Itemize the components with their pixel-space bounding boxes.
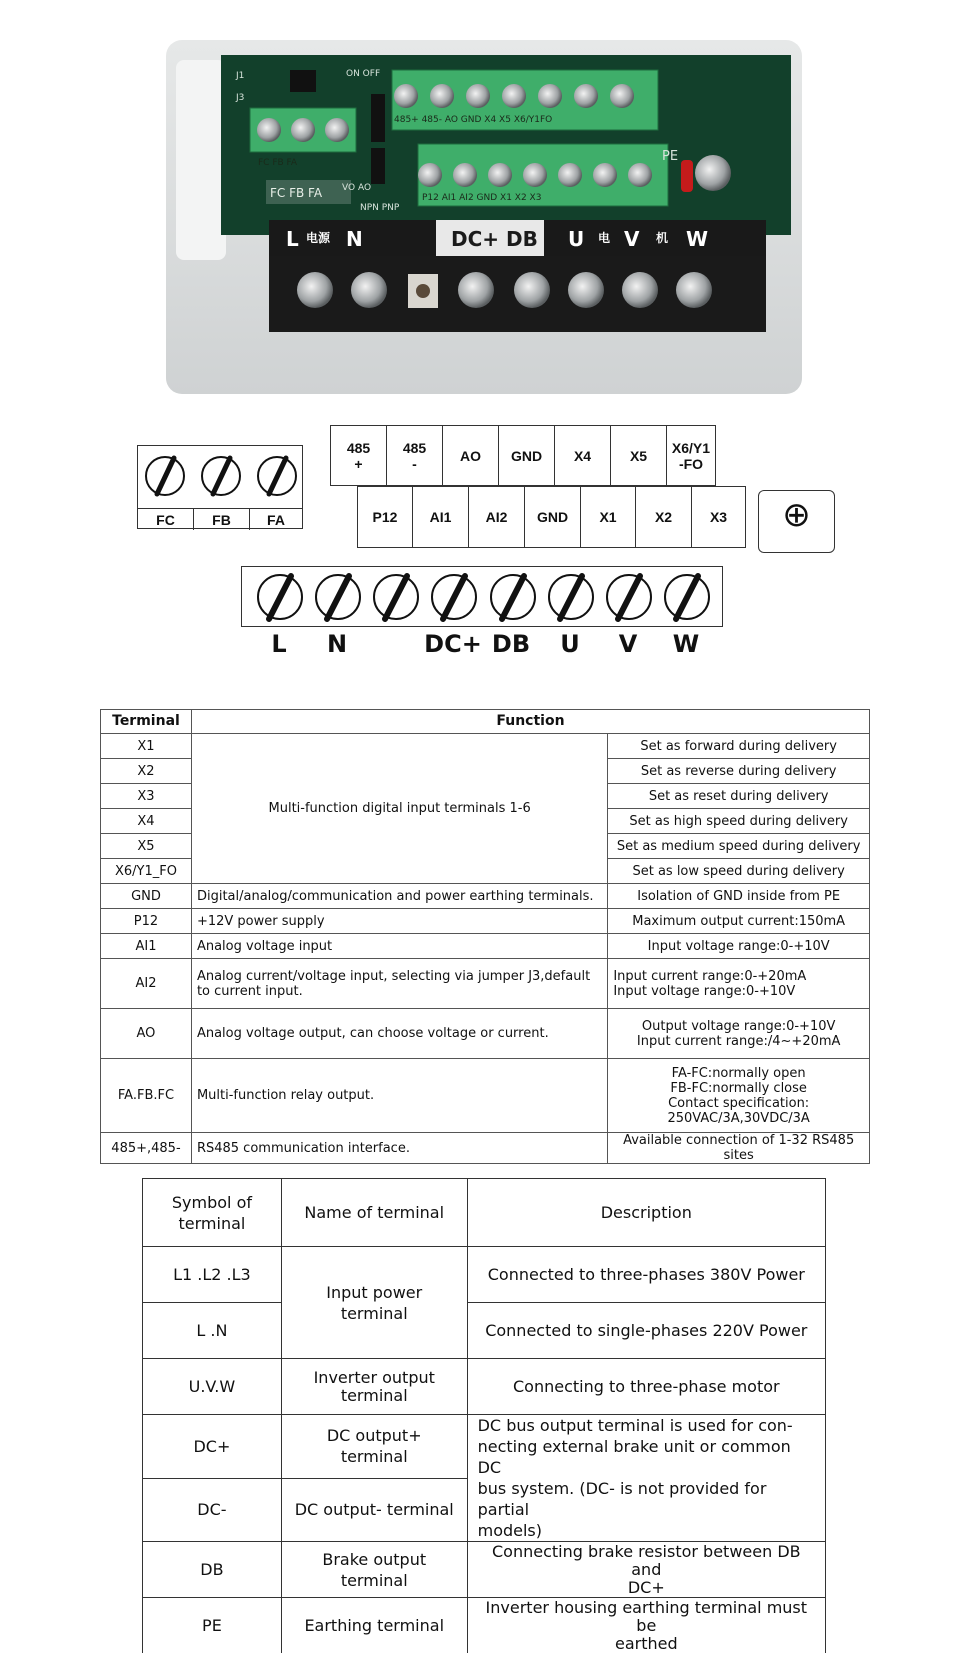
svg-text:J3: J3 xyxy=(236,93,245,103)
svg-text:FC FB FA: FC FB FA xyxy=(258,158,298,168)
power-label-v: V xyxy=(618,630,638,658)
table-row xyxy=(101,884,870,909)
power-label-w: W xyxy=(672,630,700,658)
svg-text:ON OFF: ON OFF xyxy=(346,69,381,79)
symbol-cell: L .N xyxy=(143,1303,282,1359)
description-cell: Connecting to three-phase motor xyxy=(467,1359,825,1415)
power-screws xyxy=(242,567,722,627)
svg-text:485+ 485- AO GND X4 X5 X: 485+ 485- AO GND X4 X5 X6/Y1FO xyxy=(394,115,553,125)
svg-text:V: V xyxy=(624,227,640,251)
symbol-cell: DC- xyxy=(143,1478,282,1542)
table-header-row xyxy=(143,1179,826,1247)
power-terminal-table xyxy=(142,1178,826,1653)
table-row xyxy=(143,1303,826,1359)
terminal-x5: X5 xyxy=(611,426,667,485)
header-name: Name of terminal xyxy=(281,1179,467,1247)
note-cell: Set as high speed during delivery xyxy=(608,809,870,834)
relay-label-fb: FB xyxy=(194,509,250,530)
note-cell: Set as medium speed during delivery xyxy=(608,834,870,859)
relay-terminal-block xyxy=(137,445,303,529)
table-row xyxy=(101,734,870,759)
name-cell: Inverter output terminal xyxy=(281,1359,467,1415)
signal-top-row xyxy=(330,425,716,486)
svg-text:W: W xyxy=(686,227,709,251)
description-cell: Connecting brake resistor between DB and DC+ xyxy=(467,1542,825,1598)
terminal-ai2: AI2 xyxy=(469,487,525,547)
terminal-ai1: AI1 xyxy=(413,487,469,547)
name-cell: Earthing terminal xyxy=(281,1598,467,1653)
terminal-cell: AI1 xyxy=(101,934,192,959)
note-cell: Input current range:0-+20mA Input voltage range:0-+10V xyxy=(608,959,870,1009)
table-row xyxy=(101,1133,870,1164)
header-terminal: Terminal xyxy=(101,710,192,734)
svg-text:机: 机 xyxy=(656,231,669,245)
table-row xyxy=(143,1359,826,1415)
note-cell: FA-FC:normally open FB-FC:normally close Contact specification: 250VAC/3A,30VDC/3A xyxy=(608,1059,870,1133)
terminal-x4: X4 xyxy=(555,426,611,485)
note-cell: Set as reset during delivery xyxy=(608,784,870,809)
terminal-cell: 485+,485- xyxy=(101,1133,192,1164)
relay-label-row xyxy=(138,508,302,529)
terminal-x6-y1-fo: X6/Y1 -FO xyxy=(671,439,711,472)
terminal-x1: X1 xyxy=(581,487,636,547)
symbol-cell: DB xyxy=(143,1542,282,1598)
header-description: Description xyxy=(467,1179,825,1247)
svg-text:DC+ DB: DC+ DB xyxy=(451,227,538,251)
power-terminal-block xyxy=(241,566,723,627)
signal-bottom-row xyxy=(357,486,746,548)
note-cell: Maximum output current:150mA xyxy=(608,909,870,934)
pe-terminal-box xyxy=(758,490,835,553)
table-row xyxy=(143,1542,826,1598)
name-cell: Input power terminal xyxy=(281,1247,467,1359)
description-cell: Connected to three-phases 380V Power xyxy=(467,1247,825,1303)
table-row xyxy=(101,909,870,934)
terminal-cell: X2 xyxy=(101,759,192,784)
svg-text:NPN PNP: NPN PNP xyxy=(360,203,400,213)
power-label-u: U xyxy=(560,630,580,658)
symbol-cell: PE xyxy=(143,1598,282,1653)
note-cell: Output voltage range:0-+10V Input current range:/4~+20mA xyxy=(608,1009,870,1059)
description-cell: DC bus output terminal is used for con- necting external brake unit or common DC bus system. (DC- is not provided for partial models) xyxy=(467,1415,825,1542)
terminal-gnd-bottom: GND xyxy=(525,487,581,547)
terminal-cell: FA.FB.FC xyxy=(101,1059,192,1133)
terminal-cell: GND xyxy=(101,884,192,909)
relay-label-fc: FC xyxy=(138,509,194,530)
table-row xyxy=(101,1059,870,1133)
function-cell: RS485 communication interface. xyxy=(191,1133,607,1164)
table-row xyxy=(101,1009,870,1059)
name-cell: DC output- terminal xyxy=(281,1478,467,1542)
svg-text:电源: 电源 xyxy=(306,231,331,245)
function-cell: Analog voltage output, can choose voltage or current. xyxy=(191,1009,607,1059)
terminal-ao: AO xyxy=(443,426,499,485)
svg-text:N: N xyxy=(346,227,363,251)
relay-screws xyxy=(138,446,304,506)
relay-label-fa: FA xyxy=(267,511,285,528)
terminal-cell: AO xyxy=(101,1009,192,1059)
table-row xyxy=(101,934,870,959)
note-cell: Set as reverse during delivery xyxy=(608,759,870,784)
table-header-row xyxy=(101,710,870,734)
terminal-cell: X4 xyxy=(101,809,192,834)
terminal-cell: AI2 xyxy=(101,959,192,1009)
header-function: Function xyxy=(191,710,869,734)
power-label-l: L xyxy=(271,630,287,658)
note-cell: Isolation of GND inside from PE xyxy=(608,884,870,909)
power-label-n: N xyxy=(326,630,348,658)
svg-text:P12 AI1 AI2 GND X1 X2: P12 AI1 AI2 GND X1 X2 X3 xyxy=(422,193,542,203)
terminal-cell: X3 xyxy=(101,784,192,809)
note-cell: Set as low speed during delivery xyxy=(608,859,870,884)
name-cell: Brake output terminal xyxy=(281,1542,467,1598)
svg-text:VO AO: VO AO xyxy=(342,183,372,193)
header-symbol: Symbol of terminal xyxy=(143,1179,282,1247)
symbol-cell: U.V.W xyxy=(143,1359,282,1415)
svg-text:FC FB FA: FC FB FA xyxy=(270,186,323,200)
relay-screws-photo xyxy=(257,118,349,142)
terminal-x2: X2 xyxy=(636,487,692,547)
name-cell: DC output+ terminal xyxy=(281,1415,467,1479)
note-cell: Set as forward during delivery xyxy=(608,734,870,759)
inverter-terminal-photo xyxy=(166,40,802,394)
note-cell: Input voltage range:0-+10V xyxy=(608,934,870,959)
terminal-485-minus: 485 - xyxy=(387,426,443,485)
function-cell: +12V power supply xyxy=(191,909,607,934)
power-label-dc-plus: DC+ xyxy=(424,630,482,658)
note-cell: Available connection of 1-32 RS485 sites xyxy=(608,1133,870,1164)
svg-text:电: 电 xyxy=(598,231,611,245)
function-cell: Multi-function relay output. xyxy=(191,1059,607,1133)
svg-text:PE: PE xyxy=(662,149,679,164)
table-row xyxy=(143,1247,826,1303)
terminal-cell: P12 xyxy=(101,909,192,934)
terminal-485-plus: 485 + xyxy=(331,426,387,485)
symbol-cell: L1 .L2 .L3 xyxy=(143,1247,282,1303)
description-cell: Connected to single-phases 220V Power xyxy=(467,1303,825,1359)
svg-text:J1: J1 xyxy=(236,71,245,81)
table-row xyxy=(143,1598,826,1653)
table-row xyxy=(143,1415,826,1479)
function-cell: Analog current/voltage input, selecting via jumper J3,default to current input. xyxy=(191,959,607,1009)
function-cell: Analog voltage input xyxy=(191,934,607,959)
symbol-cell: DC+ xyxy=(143,1415,282,1479)
terminal-p12: P12 xyxy=(358,487,413,547)
function-cell: Digital/analog/communication and power earthing terminals. xyxy=(191,884,607,909)
digital-input-desc: Multi-function digital input terminals 1-6 xyxy=(191,734,607,884)
pe-earth-icon: ⊕ xyxy=(782,495,811,535)
description-cell: Inverter housing earthing terminal must be earthed xyxy=(467,1598,825,1653)
terminal-cell: X6/Y1_FO xyxy=(101,859,192,884)
terminal-x3: X3 xyxy=(709,509,728,525)
terminal-gnd-top: GND xyxy=(499,426,555,485)
terminal-cell: X1 xyxy=(101,734,192,759)
power-label-db: DB xyxy=(491,630,531,658)
table-row xyxy=(101,959,870,1009)
svg-text:U: U xyxy=(568,227,585,251)
svg-text:L: L xyxy=(286,227,299,251)
terminal-cell: X5 xyxy=(101,834,192,859)
terminal-function-table xyxy=(100,709,870,1164)
